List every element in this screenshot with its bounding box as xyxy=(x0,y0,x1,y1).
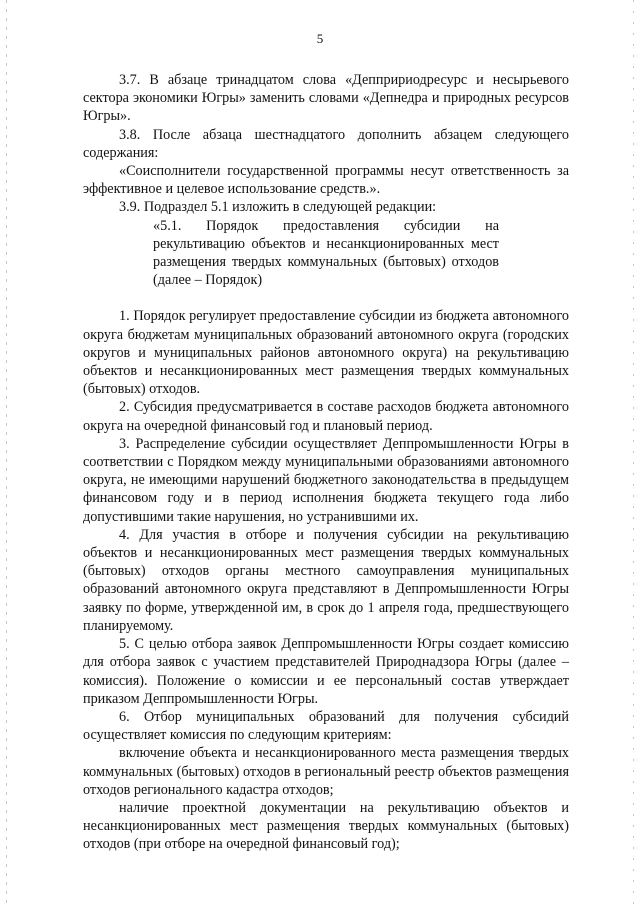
section-title-line: мест размещения твердых коммунальных xyxy=(153,235,499,271)
paragraph-criterion: наличие проектной документации на рекультивацию объектов и несанкционированных мест размещения твердых коммунальных (бытовых) отходов (при отборе на очередной финансовый год); xyxy=(83,799,569,853)
scan-edge-left xyxy=(6,0,7,905)
paragraph-item-6: 6. Отбор муниципальных образований для получения субсидий осуществляет комиссия по следующим критериям: xyxy=(83,708,569,744)
scan-edge-right xyxy=(633,0,634,905)
page-number: 5 xyxy=(316,31,324,46)
section-title-line: (бытовых) отходов (далее – Порядок) xyxy=(153,254,499,289)
paragraph-item-2: 2. Субсидия предусматривается в составе расходов бюджета автономного округа на очередной финансовый год и плановый период. xyxy=(83,399,569,434)
paragraph-3-9: 3.9. Подраздел 5.1 изложить в следующей редакции: xyxy=(119,199,437,216)
paragraph-quote: «Соисполнители государственной программы несут ответственность за эффективное и целевое использование средств.». xyxy=(83,163,569,198)
section-title xyxy=(153,217,499,290)
paragraph-criterion: включение объекта и несанкционированного места размещения твердых коммунальных (бытовых) отходов в региональный реестр объектов размещения отходов регионального кадастра отходов; xyxy=(83,745,569,798)
paragraph-item-3: 3. Распределение субсидии осуществляет Деппромышленности Югры в соответствии с Порядком между муниципальными образованиями автономного округа, не имеющими нарушений бюджетного законодательства в предыдущем финансовом году и в период исполнения бюджета текущего года либо допустившими такие нарушения, но устранившими их. xyxy=(83,435,569,525)
section-title-line: рекультивацию объектов и несанкционированных xyxy=(153,235,465,252)
section-title-line: «5.1. Порядок предоставления субсидии на xyxy=(153,217,499,234)
paragraph-3-8: 3.8. После абзаца шестнадцатого дополнить абзацем следующего содержания: xyxy=(83,126,569,161)
document-body xyxy=(83,71,569,854)
paragraph-item-1: 1. Порядок регулирует предоставление субсидии из бюджета автономного округа бюджетам муниципальных образований автономного округа (городских округов и муниципальных районов автономного округа) на рекультивацию объектов и несанкционированных мест размещения твердых коммунальных (бытовых) отходов. xyxy=(83,308,569,398)
paragraph-item-4: 4. Для участия в отборе и получения субсидии на рекультивацию объектов и несанкционированных мест размещения твердых коммунальных (бытовых) отходов органы местного самоуправления муниципальных образований автономного округа представляют в Деппромышленности Югры заявку по форме, утвержденной им, в срок до 1 апреля года, предшествующего планируемому. xyxy=(83,526,569,634)
paragraph-3-7: 3.7. В абзаце тринадцатом слова «Деппририодресурс и несырьевого сектора экономики Югры» заменить словами «Депнедра и природных ресурсов Югры». xyxy=(83,72,569,125)
paragraph-item-5: 5. С целью отбора заявок Деппромышленности Югры создает комиссию для отбора заявок с участием представителей Природнадзора Югры (далее – комиссия). Положение о комиссии и ее персональный состав утверждает приказом Деппромышленности Югры. xyxy=(83,636,569,707)
